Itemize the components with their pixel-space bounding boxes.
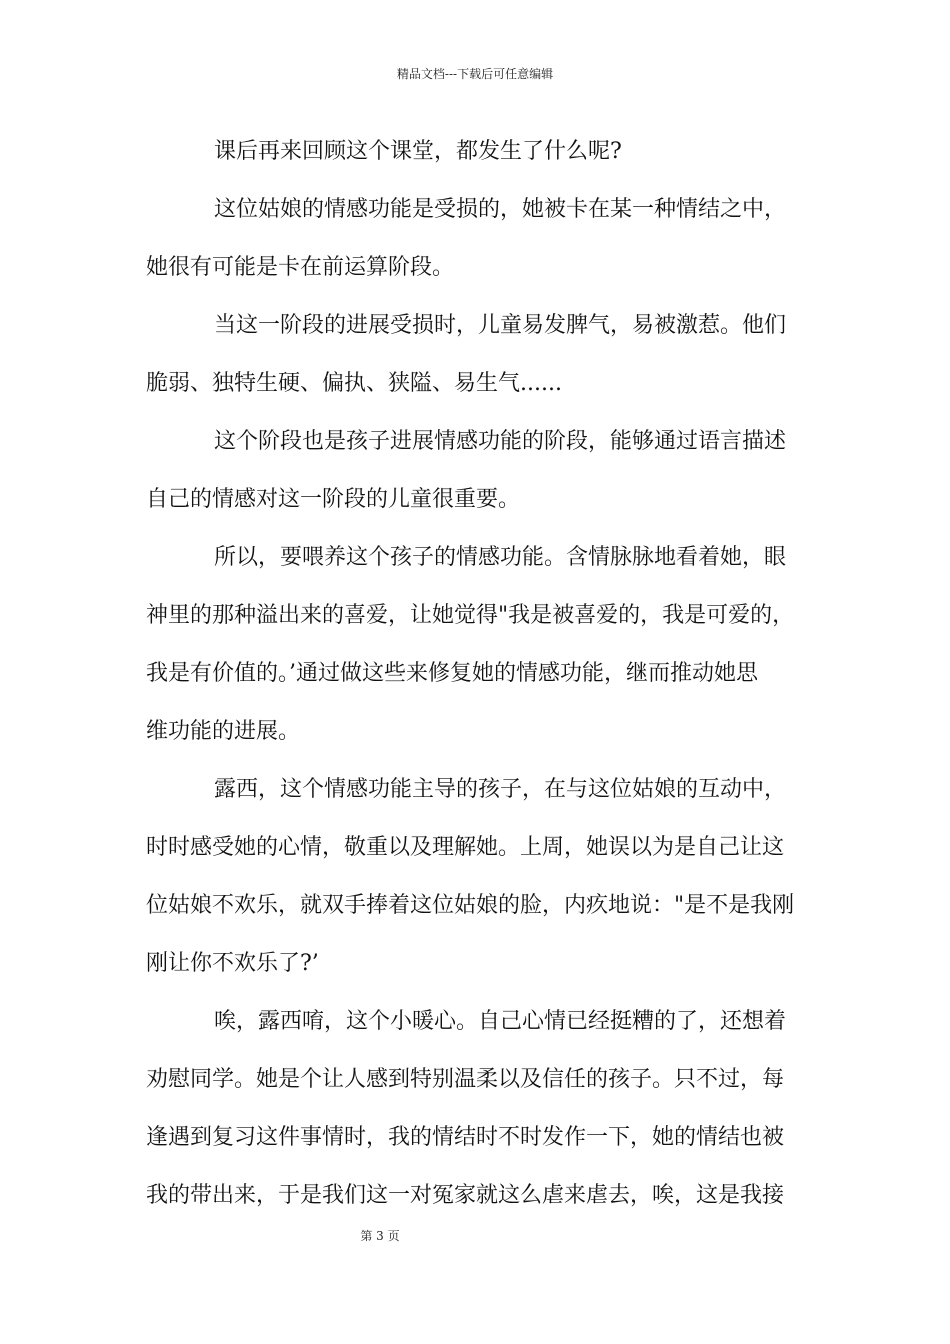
text-line: 劝慰同学。她是个让人感到特别温柔以及信任的孩子。只不过，每 (146, 1067, 785, 1092)
text-line: 时时感受她的心情，敬重以及理解她。上周，她误以为是自己让这 (146, 835, 785, 860)
text-line: 这个阶段也是孩子进展情感功能的阶段，能够通过语言描述 (214, 429, 787, 454)
text-line: 脆弱、独特生硬、偏执、狭隘、易生气...... (146, 371, 562, 396)
text-line: 课后再来回顾这个课堂，都发生了什么呢? (214, 139, 622, 164)
text-line: 位姑娘不欢乐，就双手捧着这位姑娘的脸，内疚地说："是不是我刚 (146, 893, 795, 918)
text-line: 所以，要喂养这个孩子的情感功能。含情脉脉地看着她，眼 (214, 545, 787, 570)
page-header: 精品文档---下载后可任意编辑 (396, 67, 554, 81)
text-line: 这位姑娘的情感功能是受损的，她被卡在某一种情结之中， (214, 197, 787, 222)
text-line: 逢遇到复习这件事情时，我的情结时不时发作一下，她的情结也被 (146, 1125, 785, 1150)
text-line: 自己的情感对这一阶段的儿童很重要。 (146, 487, 521, 512)
text-line: 当这一阶段的进展受损时，儿童易发脾气，易被激惹。他们 (214, 313, 787, 338)
text-line: 我的带出来，于是我们这一对冤家就这么虐来虐去，唉，这是我接 (146, 1183, 785, 1208)
text-line: 神里的那种溢出来的喜爱，让她觉得"我是被喜爱的，我是可爱的， (146, 603, 795, 628)
page-number: 第 3 页 (360, 1229, 400, 1243)
text-line: 维功能的进展。 (146, 719, 301, 744)
text-line: 刚让你不欢乐了?’ (146, 951, 319, 976)
text-line: 她很有可能是卡在前运算阶段。 (146, 255, 455, 280)
text-line: 我是有价值的。’通过做这些来修复她的情感功能，继而推动她思 (146, 661, 758, 686)
text-line: 露西，这个情感功能主导的孩子，在与这位姑娘的互动中， (214, 777, 787, 802)
document-body (146, 136, 810, 1238)
text-line: 唉，露西唷，这个小暖心。自己心情已经挺糟的了，还想着 (214, 1009, 787, 1034)
